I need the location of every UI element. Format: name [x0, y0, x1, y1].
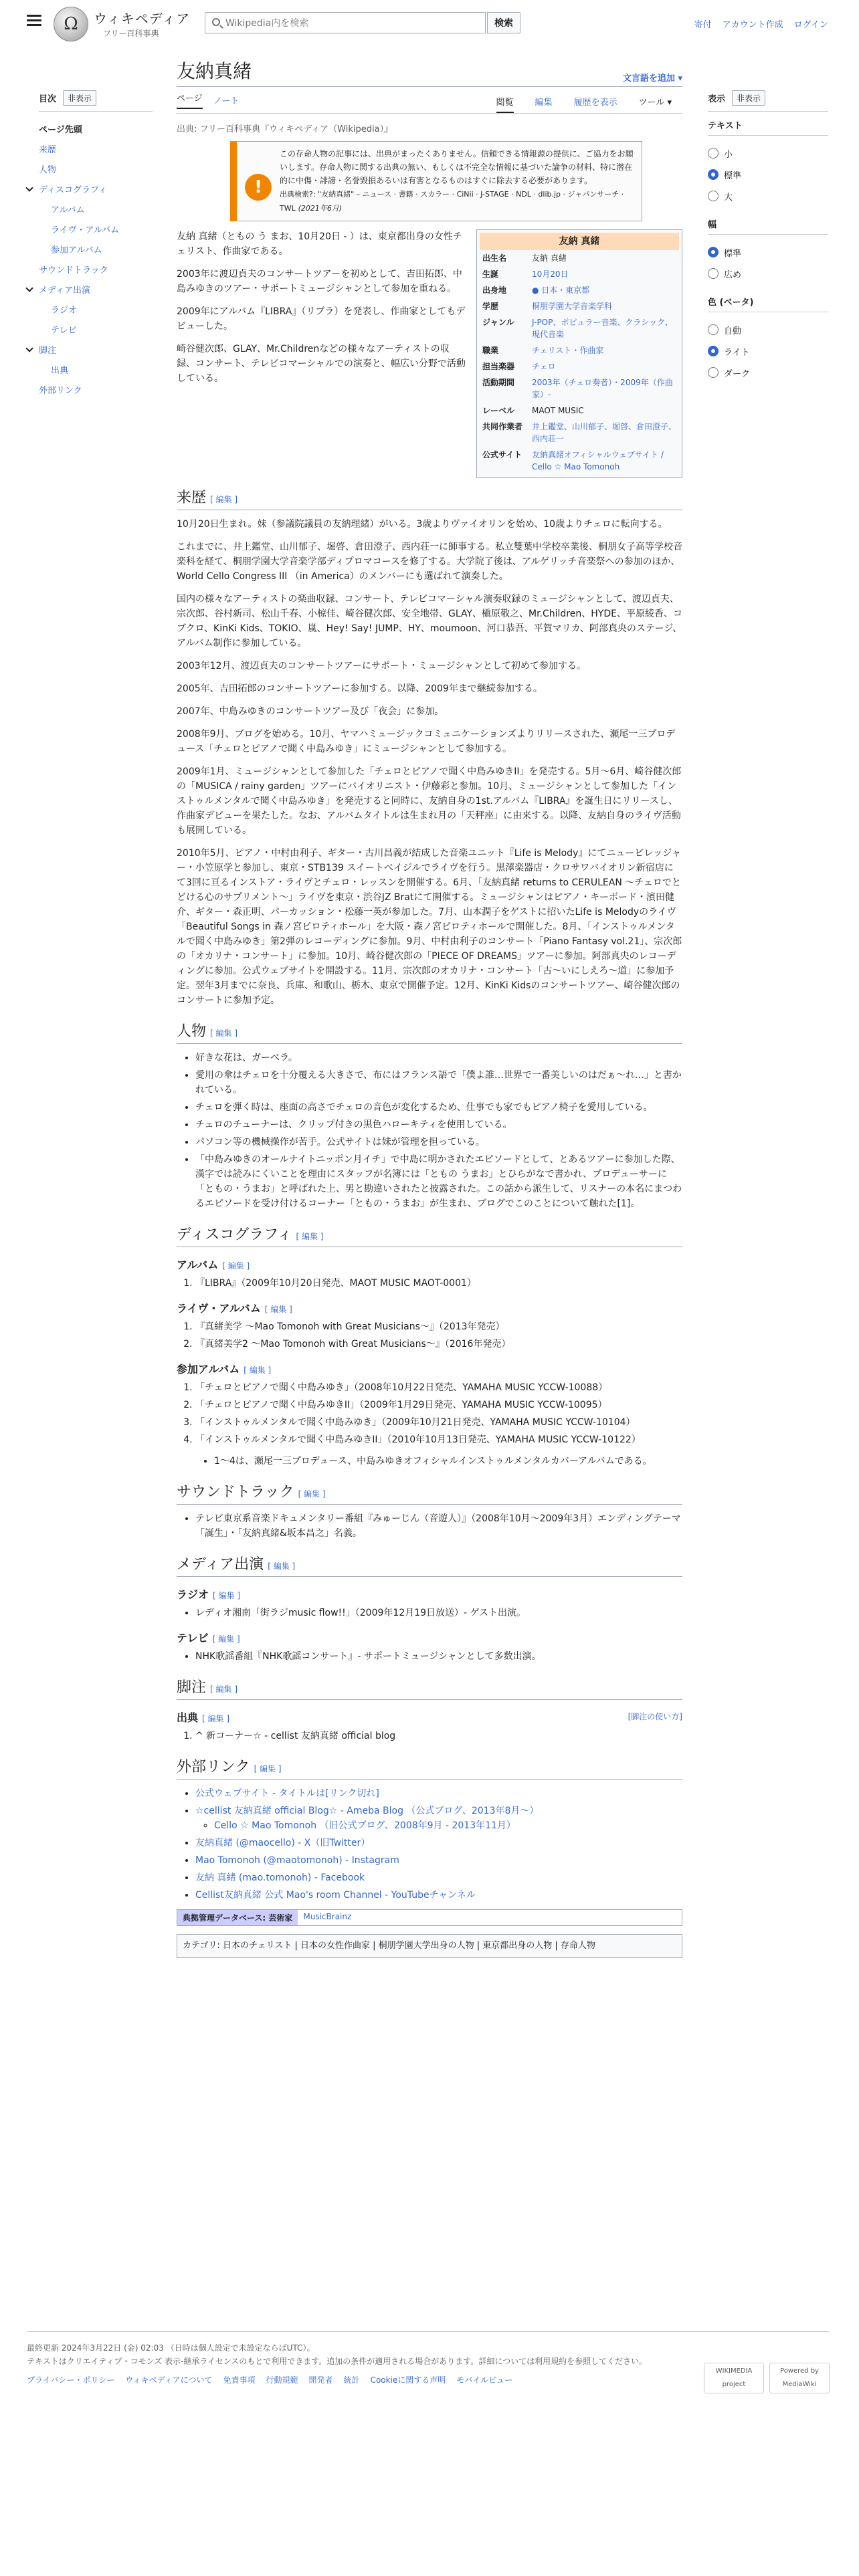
infobox-link[interactable]: 井上鑑堂、山川郁子、堀啓、倉田澄子、西内荘一 [532, 422, 677, 443]
history-paragraph: 10月20日生まれ。妹（参議院議員の友納理緒）がいる。3歳よりヴァイオリンを始め、10歳よりチェロに転向する。 [177, 519, 668, 530]
toc-item-discography[interactable] [39, 179, 153, 199]
text-size-standard[interactable] [708, 164, 828, 185]
color-dark[interactable] [708, 362, 828, 383]
infobox-link[interactable]: 桐朋学園大学音楽学科 [532, 302, 613, 311]
infobox-row [480, 266, 679, 282]
color-auto[interactable] [708, 319, 828, 340]
intro-paragraph: 2003年に渡辺貞夫のコンサートツアーを初めとして、吉田拓郎、中島みゆきのツアー・サポートミュージシャンとして参加を重ねる。 [177, 269, 462, 294]
heading-text: テレビ [177, 1632, 209, 1644]
list-item [195, 1836, 682, 1850]
infobox-key: 担当楽器 [482, 362, 515, 371]
subsection-heading-tv [177, 1630, 682, 1645]
infobox-value: MAOT MUSIC [532, 406, 584, 415]
option-label: 小 [724, 149, 733, 160]
list-item: • パソコン等の機械操作が苦手。公式サイトは妹が管理を担っている。 [195, 1135, 682, 1150]
infobox-row [480, 419, 679, 447]
infobox-key: 生誕 [482, 270, 499, 279]
toc-item-notes[interactable] [39, 339, 153, 359]
section-heading-media [177, 1553, 682, 1577]
external-link[interactable]: Mao Tomonoh (@maotomonoh) - Instagram [195, 1855, 399, 1866]
mediawiki-badge[interactable]: Powered by MediaWiki [769, 2363, 830, 2393]
infobox-key: レーベル [482, 406, 515, 415]
toc-title: 目次 [39, 94, 57, 104]
infobox-row [480, 358, 679, 374]
subsection-heading-radio [177, 1586, 682, 1602]
infobox-link[interactable]: J-POP、ポピュラー音楽、クラシック、現代音楽 [532, 318, 673, 339]
edit-link[interactable]: [ 編集 ] [210, 1685, 238, 1694]
search-icon [212, 18, 220, 26]
infobox-row [480, 250, 679, 266]
add-language-button[interactable]: 文言語を追加 ▾ [622, 74, 682, 84]
width-standard[interactable] [708, 241, 828, 263]
infobox-link[interactable]: 友納真緒オフィシャルウェブサイト / Cello ☆ Mao Tomonoh [532, 450, 664, 471]
soundtrack-list [195, 1511, 682, 1541]
list-item [195, 1888, 682, 1903]
history-paragraph: 2005年、吉田拓郎のコンサートツアーに参加する。以降、2009年まで継続参加する。 [177, 683, 543, 694]
site-title: ウィキペディア [94, 11, 191, 27]
appearance-title: 表示 [708, 94, 726, 104]
site-wordmark[interactable] [94, 8, 190, 39]
list-item: 2. 「チェロとピアノで聞く中島みゆきII」（2009年1月29日発売、YAMAHA MUSIC YCCW-10095） [195, 1398, 682, 1412]
infobox-row [480, 374, 679, 403]
edit-link[interactable]: [ 編集 ] [202, 1714, 230, 1723]
tab-page[interactable]: ページ [177, 91, 203, 109]
infobox-key: 職業 [482, 346, 499, 355]
musicbrainz-link[interactable]: MusicBrainz [303, 1912, 352, 1921]
edit-link[interactable]: [ 編集 ] [268, 1562, 296, 1571]
edit-link[interactable]: [ 編集 ] [296, 1232, 324, 1241]
history-paragraph: 2003年12月、渡辺貞夫のコンサートツアーにサポート・ミュージシャンとして初めて参加する。 [177, 661, 586, 671]
person-list [195, 1051, 682, 1211]
list-item [195, 1804, 682, 1833]
edit-link[interactable]: [ 編集 ] [210, 1029, 238, 1038]
heading-text: 外部リンク [177, 1758, 250, 1775]
edit-link[interactable]: [ 編集 ] [298, 1489, 326, 1499]
search-placeholder: Wikipedia内を検索 [225, 18, 309, 29]
infobox-link[interactable]: 2003年（チェロ奏者）・2009年（作曲家）- [532, 378, 673, 399]
header [0, 0, 859, 45]
list-item: • チェロのチューナーは、クリップ付きの黒色ハローキティを使用している。 [195, 1117, 682, 1132]
edit-link[interactable]: [ 編集 ] [264, 1305, 292, 1314]
infobox [476, 229, 682, 478]
history-paragraph: 2010年5月、ピアノ・中村由利子、ギター・古川昌義が結成した音楽ユニット『Life is Melody』にてニュービレッジャー・小笠原学と参加し、東京・STB139 スイートベイジルでライヴを行う。黒澤楽器店・クロサワバイオリン新宿店にて3回に亘るインストア・ライヴとチェロ・レッスンを開催する。6月、「友納真緒 returns to CERULEAN 〜チェロでとどける心のサプリメント〜」ライヴを東京・渋谷JZ Bratにて開催する。ミュージシャンはピアノ・キーボード・濱田健介、ギター・森正明、パーカッション・松藤一英が参加した。7月、山本潤子をゲストに招いたLife is Melodyのライヴ「Beautiful Songs in 森ノ宮ピロティホール」を大阪・森ノ宮ピロティホールで開催した。8月、「インストゥルメンタルで聞く中島みゆき」第2弾のレコーディングに参加。9月、中村由利子のコンサート「Piano Fantasy vol.21」、宗次郎の「オカリナ・コンサート」に参加。10月、崎谷健次郎の「PIECE OF DREAMS」ツアーに参加。阿部真央のレコーディングに参加。公式ウェブサイトを開設する。11月、宗次郎のオカリナ・コンサート「古〜いにしえろ〜道」に参加予定。翌年3月までに奈良、兵庫、和歌山、栃木、東京で開催予定。12月、KinKi Kidsのコンサートツアー、崎谷健次郎のコンサートに参加予定。 [177, 848, 682, 1006]
license-text: テキストはクリエイティブ・コモンズ 表示-継承ライセンスのもとで利用できます。追加の条件が適用される場合があります。詳細については利用規約を参照してください。 [27, 2357, 648, 2366]
external-link[interactable]: 友納真緒 (@maocello) - X（旧Twitter） [195, 1838, 371, 1848]
maintenance-notice [230, 141, 642, 221]
radio-icon[interactable] [708, 191, 719, 201]
toc-item-person[interactable]: 人物 [39, 165, 57, 175]
list-item: 1. 『LIBRA』（2009年10月20日発売、MAOT MUSIC MAOT-0001） [195, 1276, 682, 1291]
login-link[interactable]: ログイン [793, 20, 828, 30]
authority-control [177, 1909, 682, 1926]
color-label: 色 (ベータ) [708, 295, 828, 312]
text-size-small[interactable] [708, 142, 828, 164]
section-heading-external [177, 1755, 682, 1780]
wikipedia-logo[interactable]: Ω [54, 7, 88, 41]
list-item: • 「中島みゆきのオールナイトニッポン月イチ」で中島に明かされたエピソードとして、とあるツアーに参加した際、漢字では読みにくいことを理由にスタッフが名簿には「ともの うまお」とひらがなで書かれ、プロデューサーに「ともの・うまお」と呼ばれた上、男と勘違いされたと披露された。この話から派生して、リスナーの本名にまつわるエピソードを受け付けるコーナー「ともの・うまお」が生まれ、ブログでこのことについて触れた[1]。 [195, 1152, 682, 1211]
footer-link[interactable]: 開発者 [308, 2375, 333, 2385]
radio-selected-icon[interactable] [708, 346, 719, 356]
edit-link[interactable]: [ 編集 ] [210, 495, 238, 504]
page-title-text: 友納真緒 [177, 62, 252, 82]
toc-item-live[interactable]: ライヴ・アルバム [51, 225, 120, 235]
list-item [195, 1786, 682, 1801]
toc-item-album[interactable]: アルバム [51, 205, 85, 215]
section-heading-person [177, 1020, 682, 1044]
text-size-large[interactable] [708, 185, 828, 207]
infobox-key: 学歴 [482, 302, 499, 311]
section-heading-soundtrack [177, 1481, 682, 1505]
appearance-hide-button[interactable]: 非表示 [732, 90, 765, 106]
warning-icon: ! [245, 174, 272, 201]
edit-link[interactable]: [ 編集 ] [212, 1634, 240, 1644]
radio-icon[interactable] [708, 367, 719, 378]
list-item: 2. 『真緒美学2 〜Mao Tomonoh with Great Musicians〜』（2016年発売） [195, 1337, 682, 1352]
heading-text: アルバム [177, 1259, 219, 1271]
radio-selected-icon[interactable] [708, 247, 719, 257]
edit-link[interactable]: [ 編集 ] [222, 1261, 250, 1271]
option-label: 標準 [724, 171, 742, 181]
infobox-row [480, 447, 679, 475]
infobox-row [480, 403, 679, 419]
toc-link-discography[interactable]: ディスコグラフィ [39, 185, 107, 195]
toc-item-media[interactable] [39, 279, 153, 299]
toc-item-radio[interactable]: ラジオ [51, 305, 78, 316]
category-links[interactable]: カテゴリ: 日本のチェリスト | 日本の女性作曲家 | 桐朋学園大学出身の人物 | 東京都出身の人物 | 存命人物 [177, 1934, 682, 1958]
subsection-heading-live [177, 1300, 682, 1315]
subsection-heading-sources [177, 1709, 682, 1725]
footer-link[interactable]: Cookieに関する声明 [370, 2375, 446, 2385]
footer-badges [704, 2363, 830, 2393]
subsection-heading-participation [177, 1361, 682, 1376]
heading-text: ラジオ [177, 1588, 209, 1601]
infobox-link[interactable]: ● 日本・東京都 [532, 286, 590, 295]
heading-text: 脚注 [177, 1679, 207, 1695]
toc-item-history[interactable]: 来歴 [39, 144, 57, 155]
subsection-heading-album [177, 1257, 682, 1272]
heading-text: メディア出演 [177, 1555, 264, 1572]
heading-text: ライヴ・アルバム [177, 1302, 261, 1315]
radio-icon[interactable] [708, 148, 719, 158]
infobox-row [480, 298, 679, 314]
heading-text: 人物 [177, 1023, 207, 1039]
width-label: 幅 [708, 217, 828, 235]
tv-list [195, 1649, 682, 1664]
page-tabs [177, 87, 682, 114]
toc-link-notes[interactable]: 脚注 [39, 345, 57, 356]
tab-history[interactable]: 履歴を表示 [573, 98, 617, 108]
appearance-panel [708, 90, 828, 383]
notice-text: この存命人物の記事には、出典がまったくありません。信頼できる情報源の提供に、ご協力をお願いします。存命人物に関する出典の無い、もしくは不完全な情報に基づいた論争の材料、特に潜在的に中傷・誹謗・名誉毀損あるいは有害となるものはすぐに除去する必要があります。 [280, 149, 634, 185]
toc-item-external[interactable]: 外部リンク [39, 385, 82, 396]
external-link[interactable]: 公式ウェブサイト - タイトルは[リンク切れ] [195, 1788, 379, 1799]
heading-text: サウンドトラック [177, 1483, 294, 1500]
list-item: • 好きな花は、ガーベラ。 [195, 1051, 682, 1065]
heading-text: 来歴 [177, 489, 207, 506]
search-input[interactable] [205, 12, 486, 33]
heading-text: 出典 [177, 1711, 199, 1724]
tab-edit[interactable]: 編集 [535, 98, 553, 108]
infobox-key: 公式サイト [482, 450, 522, 459]
list-item: 1. 「チェロとピアノで聞く中島みゆき」（2008年10月22日発売、YAMAHA MUSIC YCCW-10088） [195, 1380, 682, 1395]
album-list [195, 1276, 682, 1291]
intro-paragraph: 2009年にアルバム『LIBRA』（リブラ）を発表し、作曲家としてもデビューした。 [177, 306, 466, 332]
tools-label: ツール [638, 98, 665, 108]
list-item: • チェロを弾く時は、座面の高さでチェロの音色が変化するため、仕事でも家でもピアノ椅子を愛用している。 [195, 1100, 682, 1115]
list-item [214, 1818, 682, 1833]
option-label: 標準 [724, 248, 742, 259]
tab-read[interactable]: 閲覧 [496, 95, 514, 113]
external-link[interactable]: ☆cellist 友納真緒 official Blog☆ - Ameba Blog （公式ブログ、2013年8月〜） [195, 1806, 539, 1816]
history-paragraph: 2007年、中島みゆきのコンサートツアー及び「夜会」に参加。 [177, 706, 444, 717]
edit-link[interactable]: [ 編集 ] [213, 1591, 241, 1600]
option-label: ライト [724, 347, 750, 358]
chevron-down-icon[interactable] [25, 344, 33, 352]
infobox-link[interactable]: チェロ [532, 362, 556, 371]
main-menu-icon[interactable] [27, 15, 41, 27]
chevron-down-icon[interactable] [25, 184, 33, 191]
width-wide[interactable] [708, 263, 828, 284]
option-label: ダーク [724, 368, 751, 379]
user-links [694, 17, 828, 30]
section-heading-notes [177, 1676, 682, 1700]
toc-link-media[interactable]: メディア出演 [39, 285, 90, 296]
radio-selected-icon[interactable] [708, 169, 719, 180]
page-actions [496, 95, 682, 113]
notice-search: 出典検索?: "友納真緒" – ニュース · 書籍 · スカラー · CiNii · J-STAGE · NDL · dlib.jp · ジャパンサーチ · TWL [280, 190, 624, 213]
list-item [195, 1870, 682, 1885]
external-links-list [195, 1786, 682, 1903]
list-item: • NHK歌謡番組『NHK歌謡コンサート』- サポートミュージシャンとして多数出演。 [195, 1649, 682, 1664]
table-of-contents [39, 90, 153, 399]
infobox-link[interactable]: 10月20日 [532, 270, 569, 279]
footer-link[interactable]: ウィキペディアについて [125, 2375, 213, 2385]
list-item: • レディオ湘南「街ラジmusic flow!!」（2009年12月19日放送）- ゲスト出演。 [195, 1606, 682, 1620]
heading-text: 参加アルバム [177, 1363, 240, 1376]
toc-item-tv[interactable]: テレビ [51, 325, 77, 336]
history-paragraph: 国内の様々なアーティストの楽曲収録、コンサート、テレビコマーシャル演奏収録のミュージシャンとして、渡辺貞夫、宗次郎、谷村新司、松山千春、小椋佳、崎谷健次郎、安全地帯、GLAY、槇原敬之、Mr.Children、HYDE、平原綾香、コブクロ、KinKi Kids、TOKIO、嵐、Hey! Say! JUMP、HY、moumoon、河口恭吾、平賀マリカ、阿部真央のステージ、アルバム制作に参加している。 [177, 594, 682, 649]
list-item [195, 1853, 682, 1868]
infobox-value: 友納 真緒 [532, 253, 567, 263]
history-paragraph: 2008年9月、ブログを始める。10月、ヤマハミュージックコミュニケーションズよりリリースされた、瀬尾一三プロデュース「チェロとピアノで聞く中島みゆき」にミュージシャンとして参加する。 [177, 729, 676, 754]
external-link[interactable]: Cello ☆ Mao Tomonoh （旧公式ブログ、2008年9月 - 2013年11月） [214, 1820, 516, 1831]
option-label: 自動 [724, 326, 742, 336]
list-item: • 愛用の傘はチェロを十分覆える大きさで、布にはフランス語で「僕よ誰…世界で一番美しいのはだぁ〜れ…」と書かれている。 [195, 1068, 682, 1097]
article [177, 58, 682, 1958]
page-title [177, 58, 682, 87]
infobox-key: 出生名 [482, 253, 507, 263]
infobox-key: ジャンル [482, 318, 514, 327]
infobox-row [480, 282, 679, 298]
participation-note [214, 1454, 682, 1469]
list-item: • テレビ東京系音楽ドキュメンタリー番組『みゅーじん（音遊人）』（2008年10月〜2009年3月）エンディングテーマ「誕生」・「友納真緒&坂本昌之」名義。 [195, 1511, 682, 1541]
last-updated: 最終更新 2024年3月22日 (金) 02:03 （日時は個人設定で未設定ならばUTC）。 [27, 2343, 315, 2353]
toc-item-top[interactable]: ページ先頭 [39, 124, 82, 135]
toc-hide-button[interactable]: 非表示 [63, 90, 96, 106]
list-item: 1. ^ 新コーナー☆ - cellist 友納真緒 official blog [195, 1729, 682, 1743]
edit-link[interactable]: [ 編集 ] [244, 1366, 272, 1375]
toc-item-soundtrack[interactable]: サウンドトラック [39, 265, 108, 276]
infobox-key: 出身地 [482, 286, 507, 295]
notice-date: (2021年6月) [298, 204, 343, 213]
tab-talk[interactable]: ノート [213, 96, 240, 106]
footer-link[interactable]: プライバシー・ポリシー [27, 2375, 115, 2385]
section-heading-history [177, 486, 682, 510]
external-link[interactable]: 友納 真緒 (mao.tomonoh) - Facebook [195, 1872, 365, 1883]
wikimedia-badge[interactable]: WIKIMEDIA project [704, 2363, 764, 2393]
toc-item-participation[interactable]: 参加アルバム [51, 245, 102, 255]
chevron-down-icon[interactable] [25, 284, 33, 292]
authority-label: 典拠管理データベース: 芸術家 [177, 1910, 298, 1925]
radio-icon[interactable] [708, 268, 719, 279]
color-light[interactable] [708, 340, 828, 362]
tab-tools[interactable]: ツール ▾ [638, 98, 672, 108]
sources-list [195, 1729, 682, 1743]
footer-link[interactable]: モバイルビュー [456, 2375, 513, 2385]
heading-text: ディスコグラフィ [177, 1226, 292, 1243]
infobox-row [480, 314, 679, 342]
infobox-key: 活動期間 [482, 378, 515, 387]
list-item: 3. 「インストゥルメンタルで聞く中島みゆき」（2009年10月21日発売、YAMAHA MUSIC YCCW-10104） [195, 1415, 682, 1430]
radio-icon[interactable] [708, 324, 719, 335]
site-subtitle: フリー百科事典 [103, 29, 159, 38]
history-paragraph: 2009年1月、ミュージシャンとして参加した「チェロとピアノで聞く中島みゆきII」を発売する。5月〜6月、崎谷健次郎の「MUSICA / rainy garden」ツアーにバイオリニスト・伊藤彩と参加。10月、ミュージシャンとして参加した「インストゥルメンタルで聞く中島みゆき」を発売すると同時に、友納自身の1st.アルバム『LIBRA』を誕生日にリリースし、作曲家デビューを果たした。なお、アルバムタイトルは生まれ月の「天秤座」に由来する。以降、友納自身のライヴ活動も展開している。 [177, 766, 682, 836]
infobox-row [480, 342, 679, 358]
section-heading-discography [177, 1223, 682, 1247]
intro-paragraph: 友納 真緒（ともの う まお、10月20日 - ）は、東京都出身の女性チェリスト、作曲家である。 [177, 231, 462, 257]
history-paragraph: これまでに、井上鑑堂、山川郁子、堀啓、倉田澄子、西内荘一に師事する。私立雙葉中学校卒業後、桐朋女子高等学校音楽科を経て、桐朋学園大学音楽学部ディプロマコースを修了する。大学院了後は、アルゲリッチ音楽祭への参加のほか、World Cello Congress III （in America）のメンバーにも選ばれて演奏した。 [177, 542, 682, 582]
donate-link[interactable]: 寄付 [694, 20, 712, 30]
infobox-link[interactable]: チェリスト・作曲家 [532, 346, 604, 355]
toc-header [39, 90, 153, 112]
from-line: 出典: フリー百科事典『ウィキペディア（Wikipedia）』 [177, 124, 393, 134]
radio-list [195, 1606, 682, 1620]
list-item: 4. 「インストゥルメンタルで聞く中島みゆきII」（2010年10月13日発売、YAMAHA MUSIC YCCW-10122） [195, 1432, 682, 1447]
appearance-header [708, 90, 828, 112]
create-account-link[interactable]: アカウント作成 [722, 20, 783, 30]
participation-list [195, 1380, 682, 1447]
list-item: 1. 『真緒美学 〜Mao Tomonoh with Great Musicians〜』（2013年発売） [195, 1319, 682, 1334]
text-size-label: テキスト [708, 118, 828, 136]
live-list [195, 1319, 682, 1352]
external-link[interactable]: Cellist友納真緒 公式 Mao's room Channel - YouTubeチャンネル [195, 1890, 476, 1901]
toc-item-sources[interactable]: 出典 [51, 365, 69, 376]
infobox-title: 友納 真緒 [480, 233, 679, 250]
intro-paragraph: 崎谷健次郎、GLAY、Mr.Childrenなどの様々なアーティストの収録、コンサート、テレビコマーシャルでの演奏と、幅広い分野で活動している。 [177, 344, 466, 384]
footer-link[interactable]: 統計 [343, 2375, 360, 2385]
footer-link[interactable]: 免責事項 [223, 2375, 256, 2385]
add-language-label: 言語を追加 [631, 74, 675, 84]
search-button[interactable]: 検索 [487, 12, 520, 33]
edit-link[interactable]: [ 編集 ] [254, 1764, 282, 1774]
option-label: 広め [724, 270, 742, 280]
footer-link[interactable]: 行動規範 [266, 2375, 298, 2385]
infobox-key: 共同作業者 [482, 422, 523, 431]
list-item: • 1〜4は、瀬尾一三プロデュース、中島みゆきオフィシャルインストゥルメンタルカバーアルバムである。 [214, 1454, 682, 1469]
option-label: 大 [724, 192, 733, 203]
footnote-help-link[interactable]: [脚注の使い方] [628, 1712, 682, 1721]
footer [27, 2331, 830, 2387]
